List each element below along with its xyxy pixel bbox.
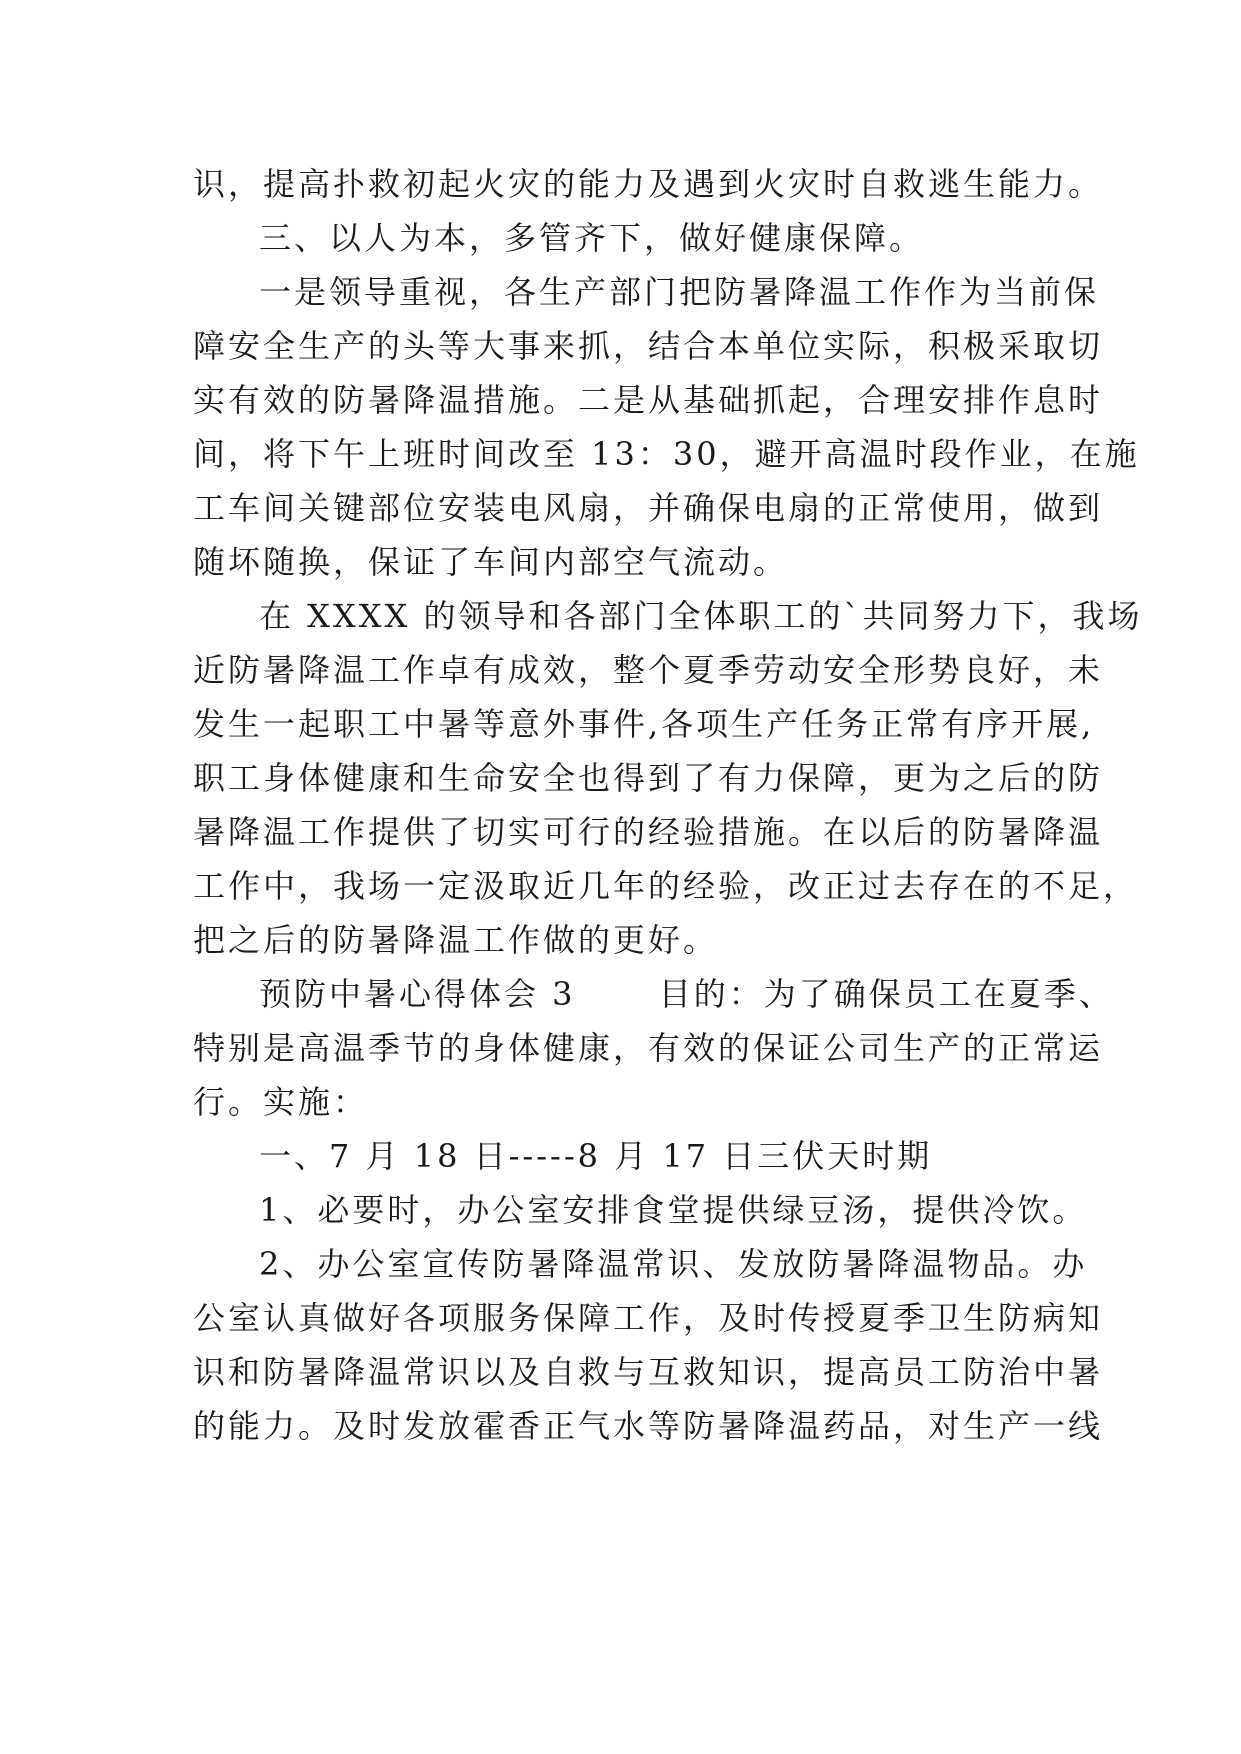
text-line: 行。实施：	[193, 1083, 369, 1121]
text-line: 实有效的防暑降温措施。二是从基础抓起，合理安排作息时	[193, 381, 1104, 419]
text-line: 预防中暑心得体会 3 目的：为了确保员工在夏季、	[259, 975, 1114, 1013]
body-text	[193, 157, 1143, 1453]
text-line: 识和防暑降温常识以及自救与互救知识，提高员工防治中暑	[193, 1353, 1104, 1391]
section-heading: 三、以人为本，多管齐下，做好健康保障。	[259, 219, 925, 257]
section-heading: 一、7 月 18 日-----8 月 17 日三伏天时期	[259, 1137, 933, 1175]
text-line: 的能力。及时发放霍香正气水等防暑降温药品，对生产一线	[193, 1407, 1104, 1445]
text-line: 特别是高温季节的身体健康，有效的保证公司生产的正常运	[193, 1029, 1104, 1067]
list-item: 2、办公室宣传防暑降温常识、发放防暑降温物品。办	[259, 1245, 1088, 1283]
text-line: 公室认真做好各项服务保障工作，及时传授夏季卫生防病知	[193, 1299, 1104, 1337]
text-line: 在 XXXX 的领导和各部门全体职工的`共同努力下，我场	[259, 597, 1143, 635]
text-line: 职工身体健康和生命安全也得到了有力保障，更为之后的防	[193, 759, 1104, 797]
text-line: 工作中，我场一定汲取近几年的经验，改正过去存在的不足，	[193, 867, 1139, 905]
text-line: 随坏随换，保证了车间内部空气流动。	[193, 543, 789, 581]
text-line: 把之后的防暑降温工作做的更好。	[193, 921, 719, 959]
text-line: 近防暑降温工作卓有成效，整个夏季劳动安全形势良好，未	[193, 651, 1104, 689]
text-line: 工车间关键部位安装电风扇，并确保电扇的正常使用，做到	[193, 489, 1104, 527]
text-line: 障安全生产的头等大事来抓，结合本单位实际，积极采取切	[193, 327, 1104, 365]
text-line: 一是领导重视，各生产部门把防暑降温工作作为当前保	[259, 273, 1100, 311]
text-line: 间，将下午上班时间改至 13：30，避开高温时段作业，在施	[193, 435, 1140, 473]
text-line: 暑降温工作提供了切实可行的经验措施。在以后的防暑降温	[193, 813, 1104, 851]
text-line: 识，提高扑救初起火灾的能力及遇到火灾时自救逃生能力。	[193, 165, 1104, 203]
text-line: 发生一起职工中暑等意外事件,各项生产任务正常有序开展,	[193, 705, 1095, 743]
list-item: 1、必要时，办公室安排食堂提供绿豆汤，提供冷饮。	[259, 1191, 1088, 1229]
